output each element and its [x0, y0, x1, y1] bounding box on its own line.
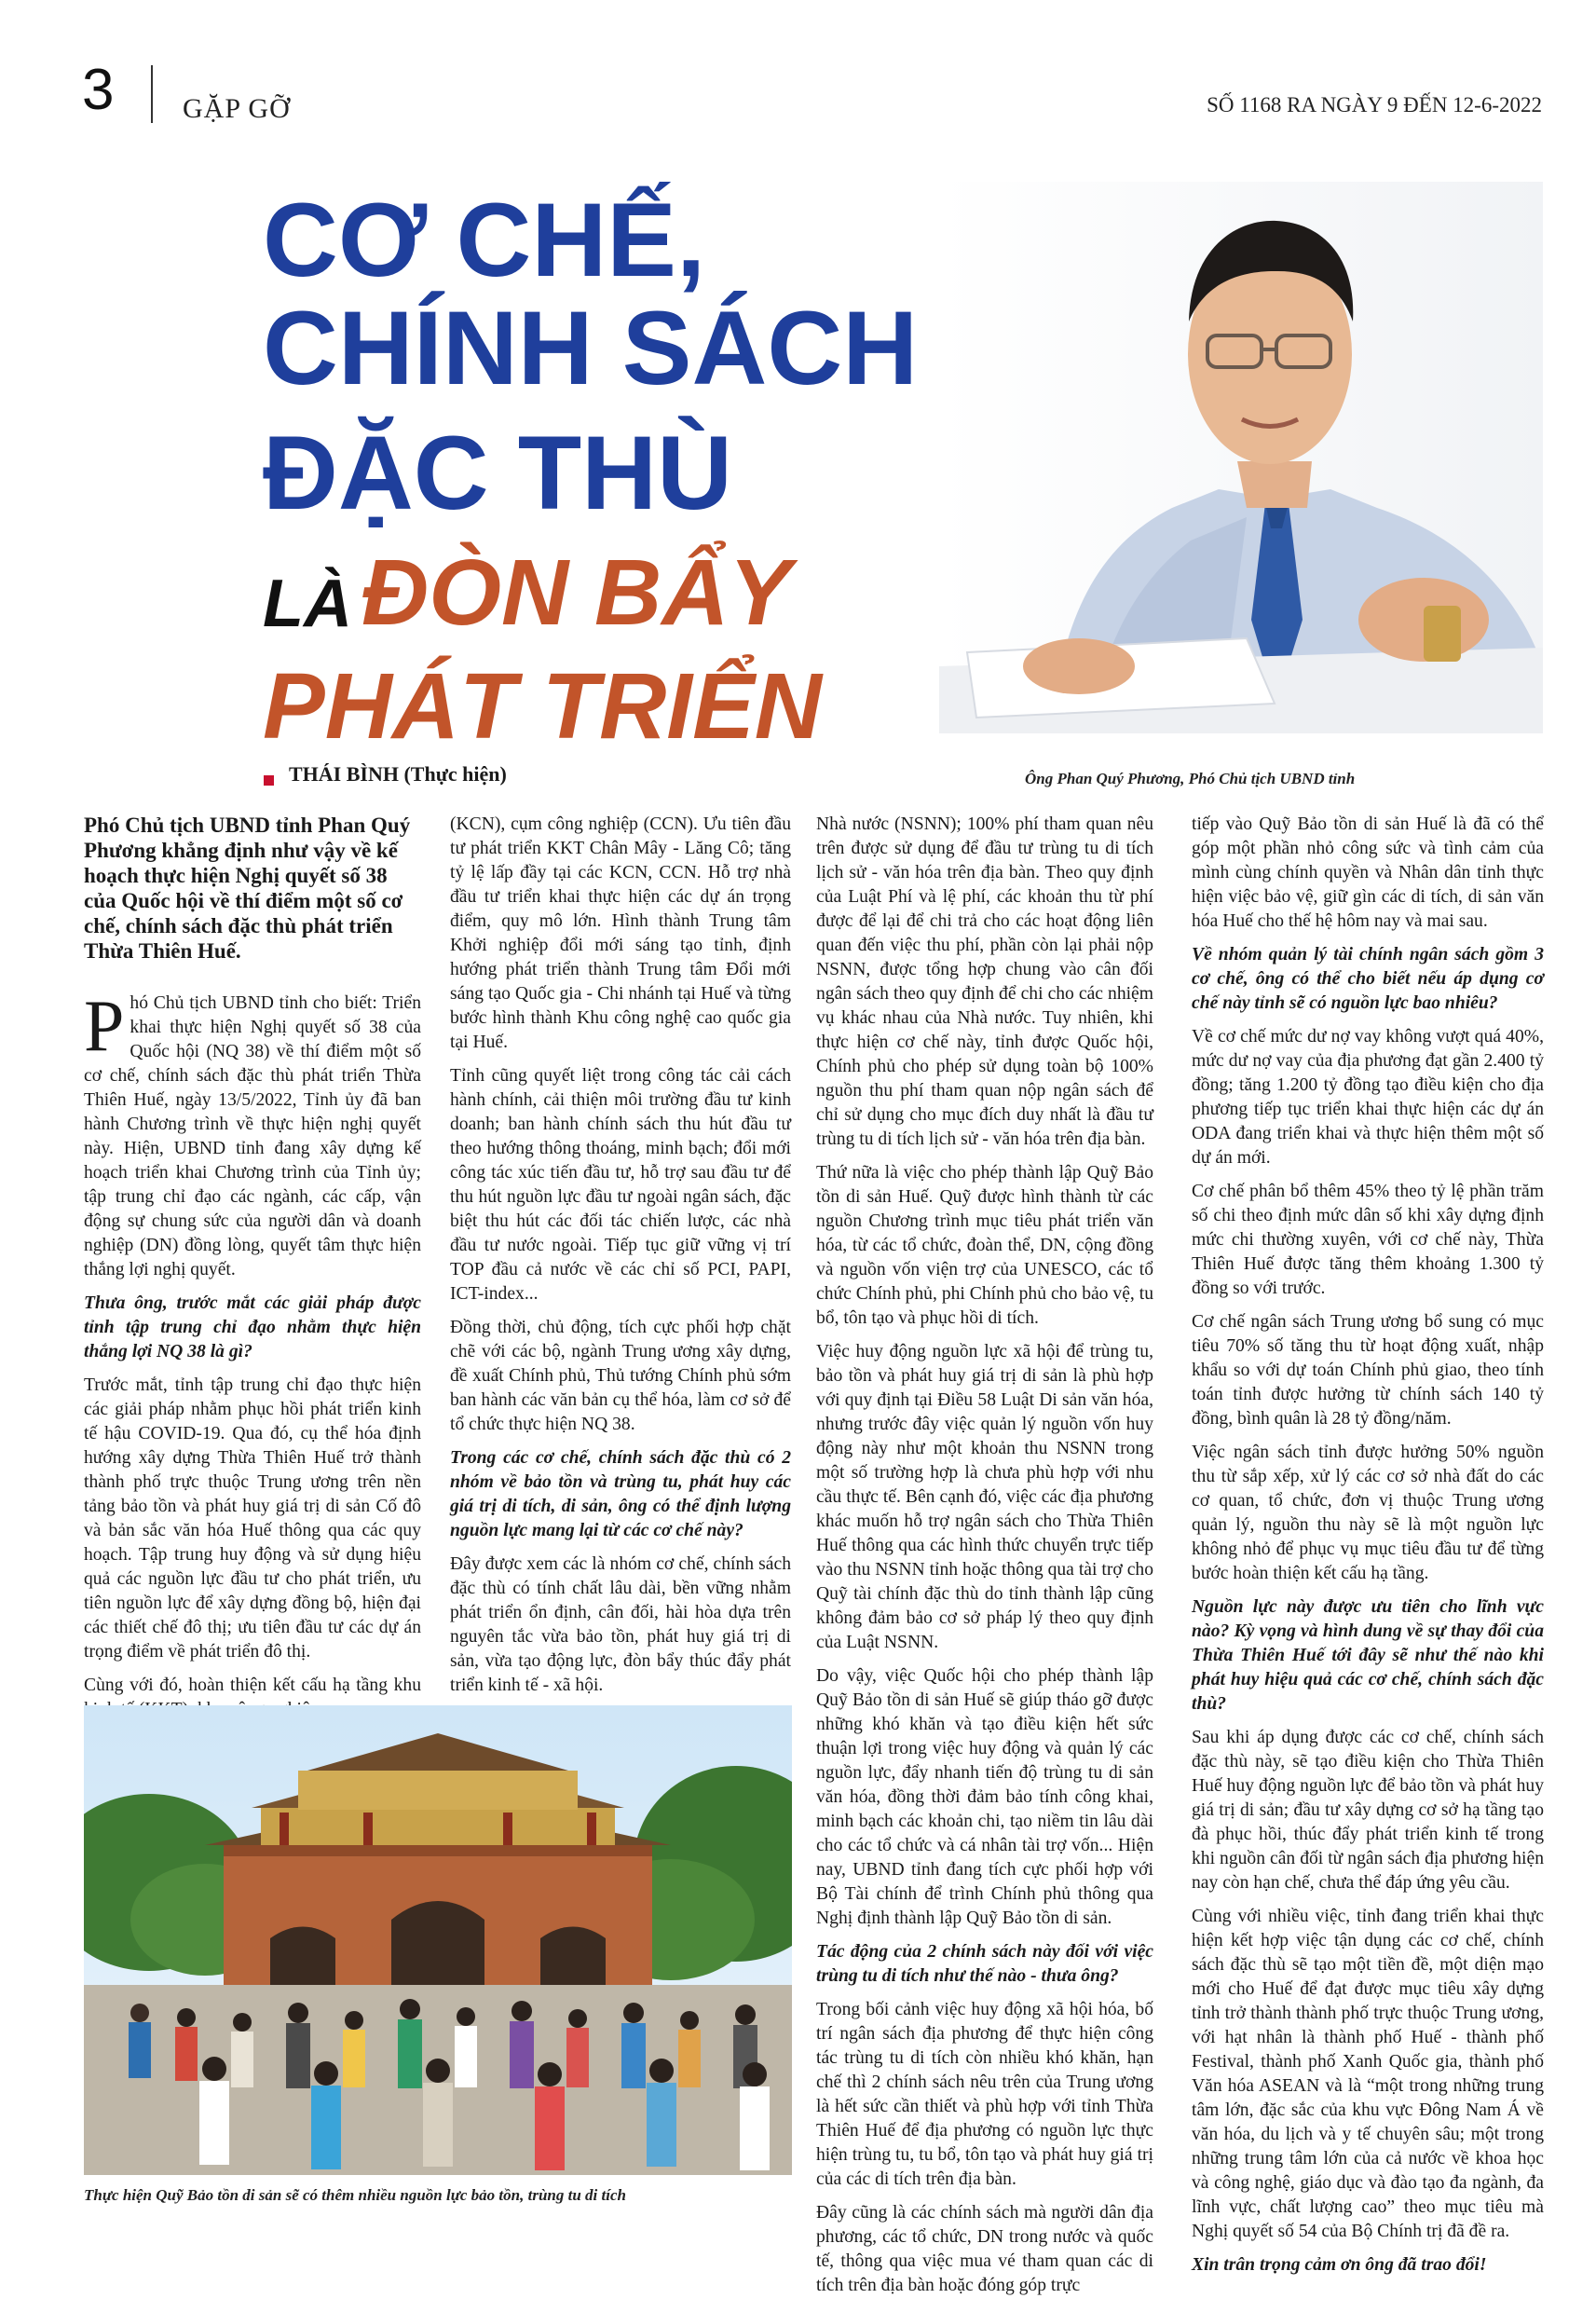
paragraph-text: hó Chủ tịch UBND tỉnh cho biết: Triển khai thực hiện Nghị quyết số 38 của Quốc hội (NQ 38) về thí điểm một số cơ chế, chính sách đặc thù phát triển Thừa Thiên Huế, ngày 13/5/2022, Tỉnh ủy đã ban hành Chương trình về thực hiện nghị quyết này. Hiện, UBND tỉnh đang xây dựng kế hoạch triển khai Chương trình của Tỉnh ủy; tập trung chỉ đạo các ngành, các cấp, vận động sự chung sức của người dân và doanh nghiệp (DN) đồng lòng, quyết tâm thực hiện thắng lợi nghị quyết.: [84, 993, 421, 1279]
issue-info: SỐ 1168 RA NGÀY 9 ĐẾN 12-6-2022: [1207, 93, 1542, 116]
section-name: GẶP GỠ: [183, 93, 291, 124]
article-paragraph: Việc huy động nguồn lực xã hội để trùng tu, bảo tồn và phát huy giá trị di sản là phù hợp với quy định tại Điều 58 Luật Di sản văn hóa, nhưng trước đây việc quản lý nguồn vốn huy động này như một khoản thu NSNN trong một số trường hợp là chưa phù hợp với nhu cầu thực tế. Bên cạnh đó, việc các địa phương khác muốn hỗ trợ ngân sách cho Thừa Thiên Huế thông qua các hình thức chuyển trực tiếp vào thu NSNN tỉnh hoặc thông qua tài trợ cho Quỹ tài chính đặc thù do tỉnh thành lập cũng không đảm bảo cơ sở pháp lý theo quy định của Luật NSNN.: [816, 1342, 1153, 1652]
article-column-3: [816, 813, 1153, 2307]
article-paragraph: tiếp vào Quỹ Bảo tồn di sản Huế là đã có thể góp một phần nhỏ công sức và tình cảm của mình cùng chính quyền và Nhân dân tỉnh thực hiện việc bảo vệ, giữ gìn các di tích, di sản văn hóa Huế cho thế hệ hôm nay và mai sau.: [1192, 814, 1544, 931]
article-paragraph: Sau khi áp dụng được các cơ chế, chính sách đặc thù này, sẽ tạo điều kiện cho Thừa Thiên Huế huy động nguồn lực để bảo tồn và phát huy giá trị di sản; đầu tư xây dựng cơ sở hạ tầng tạo đà phục hồi, thúc đẩy phát triển kinh tế trong khi nguồn cân đối từ ngân sách địa phương hiện nay còn hạn chế, chưa thể đáp ứng yêu cầu.: [1192, 1728, 1544, 1893]
headline-accent-2: PHÁT TRIỂN: [263, 654, 822, 759]
headline-line-3: ĐẶC THÙ: [263, 415, 732, 531]
citadel-caption: Thực hiện Quỹ Bảo tồn di sản sẽ có thêm nhiều nguồn lực bảo tồn, trùng tu di tích: [84, 2186, 626, 2204]
citadel-photo: [84, 1705, 792, 2175]
portrait-caption: Ông Phan Quý Phương, Phó Chủ tịch UBND tỉnh: [1025, 770, 1356, 787]
closing-line: Xin trân trọng cảm ơn ông đã trao đổi!: [1192, 2255, 1487, 2275]
article-paragraph: Do vậy, việc Quốc hội cho phép thành lập Quỹ Bảo tồn di sản Huế sẽ giúp tháo gỡ được những khó khăn và tạo điều kiện hết sức thuận lợi trong việc huy động và quản lý các nguồn lực, đẩy nhanh tiến độ trùng tu di sản văn hóa, đồng thời đảm bảo tính công khai, minh bạch các khoản chi, tạo niềm tin lâu dài cho các tổ chức và cá nhân tài trợ vốn... Hiện nay, UBND tỉnh đang tích cực phối hợp với Bộ Tài chính để trình Chính phủ thông qua Nghị định thành lập Quỹ Bảo tồn di sản.: [816, 1666, 1153, 1928]
byline-bullet: [264, 775, 274, 786]
interview-question: Về nhóm quản lý tài chính ngân sách gồm 3 cơ chế, ông có thể cho biết nếu áp dụng cơ chế này tỉnh sẽ có nguồn lực bao nhiêu?: [1192, 945, 1544, 1013]
article-paragraph: Cơ chế ngân sách Trung ương bổ sung có mục tiêu 70% số tăng thu từ hoạt động xuất, nhập khẩu so với dự toán Chính phủ giao, theo tính toán tỉnh được hưởng từ chính sách 140 tỷ đồng, bình quân là 28 tỷ đồng/năm.: [1192, 1312, 1544, 1429]
interview-question: Thưa ông, trước mắt các giải pháp được tỉnh tập trung chỉ đạo nhằm thực hiện thắng lợi NQ 38 là gì?: [84, 1293, 421, 1361]
article-column-1: [84, 813, 421, 1731]
article-paragraph: [84, 985, 421, 1282]
interview-question: Nguồn lực này được ưu tiên cho lĩnh vực nào? Kỳ vọng và hình dung về sự thay đổi của Thừa Thiên Huế tới đây sẽ như thế nào khi phát huy hiệu quả các cơ chế, chính sách đặc thù?: [1192, 1597, 1544, 1714]
page-number: 3: [82, 58, 115, 122]
article-paragraph: Trong bối cảnh việc huy động xã hội hóa, bố trí ngân sách địa phương để thực hiện công tác trùng tu di tích còn nhiều khó khăn, hạn chế thì 2 chính sách nêu trên của Trung ương là hết sức cần thiết và phù hợp với tỉnh Thừa Thiên Huế để địa phương có nguồn lực thực hiện trùng tu, tu bổ, tôn tạo và phát huy giá trị của các di tích trên địa bàn.: [816, 2000, 1153, 2189]
article-paragraph: Cùng với đó, hoàn thiện kết cấu hạ tầng khu: [84, 1676, 421, 1695]
article-paragraph: Đây được xem các là nhóm cơ chế, chính sách đặc thù có tính chất lâu dài, bền vững nhằm phát triển ổn định, cân đối, hài hòa dựa trên nguyên tắc vừa bảo tồn, phát huy giá trị di sản, vừa tạo động lực, đòn bẩy thúc đẩy phát triển kinh tế - xã hội.: [450, 1554, 791, 1695]
byline: THÁI BÌNH (Thực hiện): [289, 762, 507, 786]
article-paragraph: Về cơ chế mức dư nợ vay không vượt quá 40%, mức dư nợ vay của địa phương đạt gần 2.400 tỷ đồng; tăng 1.200 tỷ đồng tạo điều kiện cho địa phương tiếp tục triển khai thực hiện các dự án ODA đang triển khai và thực hiện thêm một số dự án mới.: [1192, 1027, 1544, 1168]
headline-la: LÀ: [263, 567, 352, 641]
headline-line-2: CHÍNH SÁCH: [263, 290, 919, 406]
article-paragraph: Đây cũng là các chính sách mà người dân địa phương, các tổ chức, DN trong nước và quốc tế, thông qua việc mua vé tham quan các di tích trên địa bàn hoặc đóng góp trực: [816, 2203, 1153, 2295]
header-divider: [151, 65, 153, 123]
headline-line-1: CƠ CHẾ,: [263, 182, 706, 298]
article-column-4: [1192, 813, 1544, 2287]
article-paragraph: Tỉnh cũng quyết liệt trong công tác cải cách hành chính, cải thiện môi trường đầu tư kinh doanh; ban hành chính sách thu hút đầu tư theo hướng thông thoáng, minh bạch; đổi mới công tác xúc tiến đầu tư, hỗ trợ sau đầu tư để thu hút nguồn lực đầu tư ngoài ngân sách, đặc biệt thu hút các đối tác chiến lược, các nhà đầu tư nước ngoài. Tiếp tục giữ vững vị trí TOP đầu cả nước về các chỉ số PCI, PAPI, ICT-index...: [450, 1066, 791, 1304]
article-lede: Phó Chủ tịch UBND tỉnh Phan Quý Phương khẳng định như vậy về kế hoạch thực hiện Nghị quyết số 38 của Quốc hội về thí điểm một số cơ chế, chính sách đặc thù phát triển Thừa Thiên Huế.: [84, 814, 411, 963]
article-paragraph: Đồng thời, chủ động, tích cực phối hợp chặt chẽ với các bộ, ngành Trung ương xây dựng, đề xuất Chính phủ, Thủ tướng Chính phủ sớm ban hành các văn bản cụ thể hóa, làm cơ sở để tổ chức thực hiện NQ 38.: [450, 1318, 791, 1434]
interview-question: Trong các cơ chế, chính sách đặc thù có 2 nhóm về bảo tồn và trùng tu, phát huy các giá trị di tích, di sản, ông có thể định lượng nguồn lực mang lại từ các cơ chế này?: [450, 1448, 791, 1540]
headline-accent-1: ĐÒN BẨY: [361, 540, 792, 645]
article-paragraph: (KCN), cụm công nghiệp (CCN). Ưu tiên đầu tư phát triển KKT Chân Mây - Lăng Cô; tăng tỷ lệ lấp đầy tại các KCN, CCN. Hỗ trợ nhà đầu tư triển khai thực hiện các dự án trọng điểm, quy mô lớn. Hình thành Trung tâm Khởi nghiệp đổi mới sáng tạo tỉnh, định hướng phát triển thành Trung tâm Đổi mới sáng tạo Quốc gia - Chi nhánh tại Huế và từng bước hình thành Khu công nghệ cao quốc gia tại Huế.: [450, 814, 791, 1052]
article-paragraph: Cơ chế phân bổ thêm 45% theo tỷ lệ phần trăm số chi theo định mức dân số khi xây dựng định mức chi thường xuyên, với cơ chế này, Thừa Thiên Huế được tăng thêm khoảng 1.300 tỷ đồng so với trước.: [1192, 1182, 1544, 1298]
article-column-2: [450, 813, 791, 1765]
article-paragraph: Cùng với nhiều việc, tỉnh đang triển khai thực hiện kết hợp việc tận dụng các cơ chế, chính sách đặc thù sẽ tạo một tiền đề, một diện mạo mới cho Huế để đạt được mục tiêu xây dựng tỉnh trở thành thành phố trực thuộc Trung ương, với hạt nhân là thành phố Huế - thành phố Festival, thành phố Xanh Quốc gia, thành phố Văn hóa ASEAN và là “một trong những trung tâm lớn, đặc sắc của khu vực Đông Nam Á về văn hóa, du lịch và y tế chuyên sâu; một trong những trung tâm lớn của cả nước về khoa học và công nghệ, giáo dục và đào tạo đa ngành, đa lĩnh vực, chất lượng cao” theo mục tiêu mà Nghị quyết số 54 của Bộ Chính trị đã đề ra.: [1192, 1907, 1544, 2241]
article-paragraph: Việc ngân sách tỉnh được hưởng 50% nguồn thu từ sắp xếp, xử lý các cơ sở nhà đất do các cơ quan, tổ chức, đơn vị thuộc Trung ương quản lý, nguồn thu này sẽ là một nguồn lực không nhỏ để phục vụ mục tiêu đầu tư để từng bước hoàn thiện kết cấu hạ tầng.: [1192, 1443, 1544, 1583]
drop-cap: P: [84, 985, 125, 1066]
article-paragraph: Nhà nước (NSNN); 100% phí tham quan nêu trên được sử dụng để đầu tư trùng tu di tích lịch sử - văn hóa trên địa bàn. Theo quy định của Luật Phí và lệ phí, các khoản thu từ phí được để lại để chi trả cho các hoạt động liên quan đến việc thu phí, phần còn lại phải nộp NSNN, được tổng hợp chung vào cân đối ngân sách theo quy định để chi cho các nhiệm vụ khác nhau của Nhà nước. Tuy nhiên, khi thực hiện cơ chế này, tỉnh được Quốc hội, Chính phủ cho phép sử dụng toàn bộ 100% nguồn thu phí tham quan nộp ngân sách để chỉ sử dụng cho mục đích duy nhất là đầu tư trùng tu di tích lịch sử - văn hóa trên địa bàn.: [816, 814, 1153, 1149]
article-paragraph: Thứ nữa là việc cho phép thành lập Quỹ Bảo tồn di sản Huế. Quỹ được hình thành từ các nguồn Chương trình mục tiêu phát triển văn hóa, từ các tổ chức, đoàn thể, DN, cộng đồng và nguồn vốn viện trợ của UNESCO, các tổ chức Chính phủ, phi Chính phủ cho bảo vệ, tu bổ, tôn tạo và phục hồi di tích.: [816, 1163, 1153, 1328]
article-paragraph: Trước mắt, tỉnh tập trung chỉ đạo thực hiện các giải pháp nhằm phục hồi phát triển kinh tế hậu COVID-19. Qua đó, cụ thể hóa định hướng xây dựng Thừa Thiên Huế trở thành thành phố trực thuộc Trung ương trên nền tảng bảo tồn và phát huy giá trị di sản Cố đô và bản sắc văn hóa Huế thông qua các quy hoạch. Tập trung huy động và sử dụng hiệu quả các nguồn lực đầu tư cho phát triển, ưu tiên nguồn lực để xây dựng đồng bộ, hiện đại các thiết chế đô thị; ưu tiên đầu tư các dự án trọng điểm về phát triển đô thị.: [84, 1375, 421, 1662]
portrait-photo: [939, 182, 1543, 733]
interview-question: Tác động của 2 chính sách này đối với việc trùng tu di tích như thế nào - thưa ông?: [816, 1942, 1153, 1986]
